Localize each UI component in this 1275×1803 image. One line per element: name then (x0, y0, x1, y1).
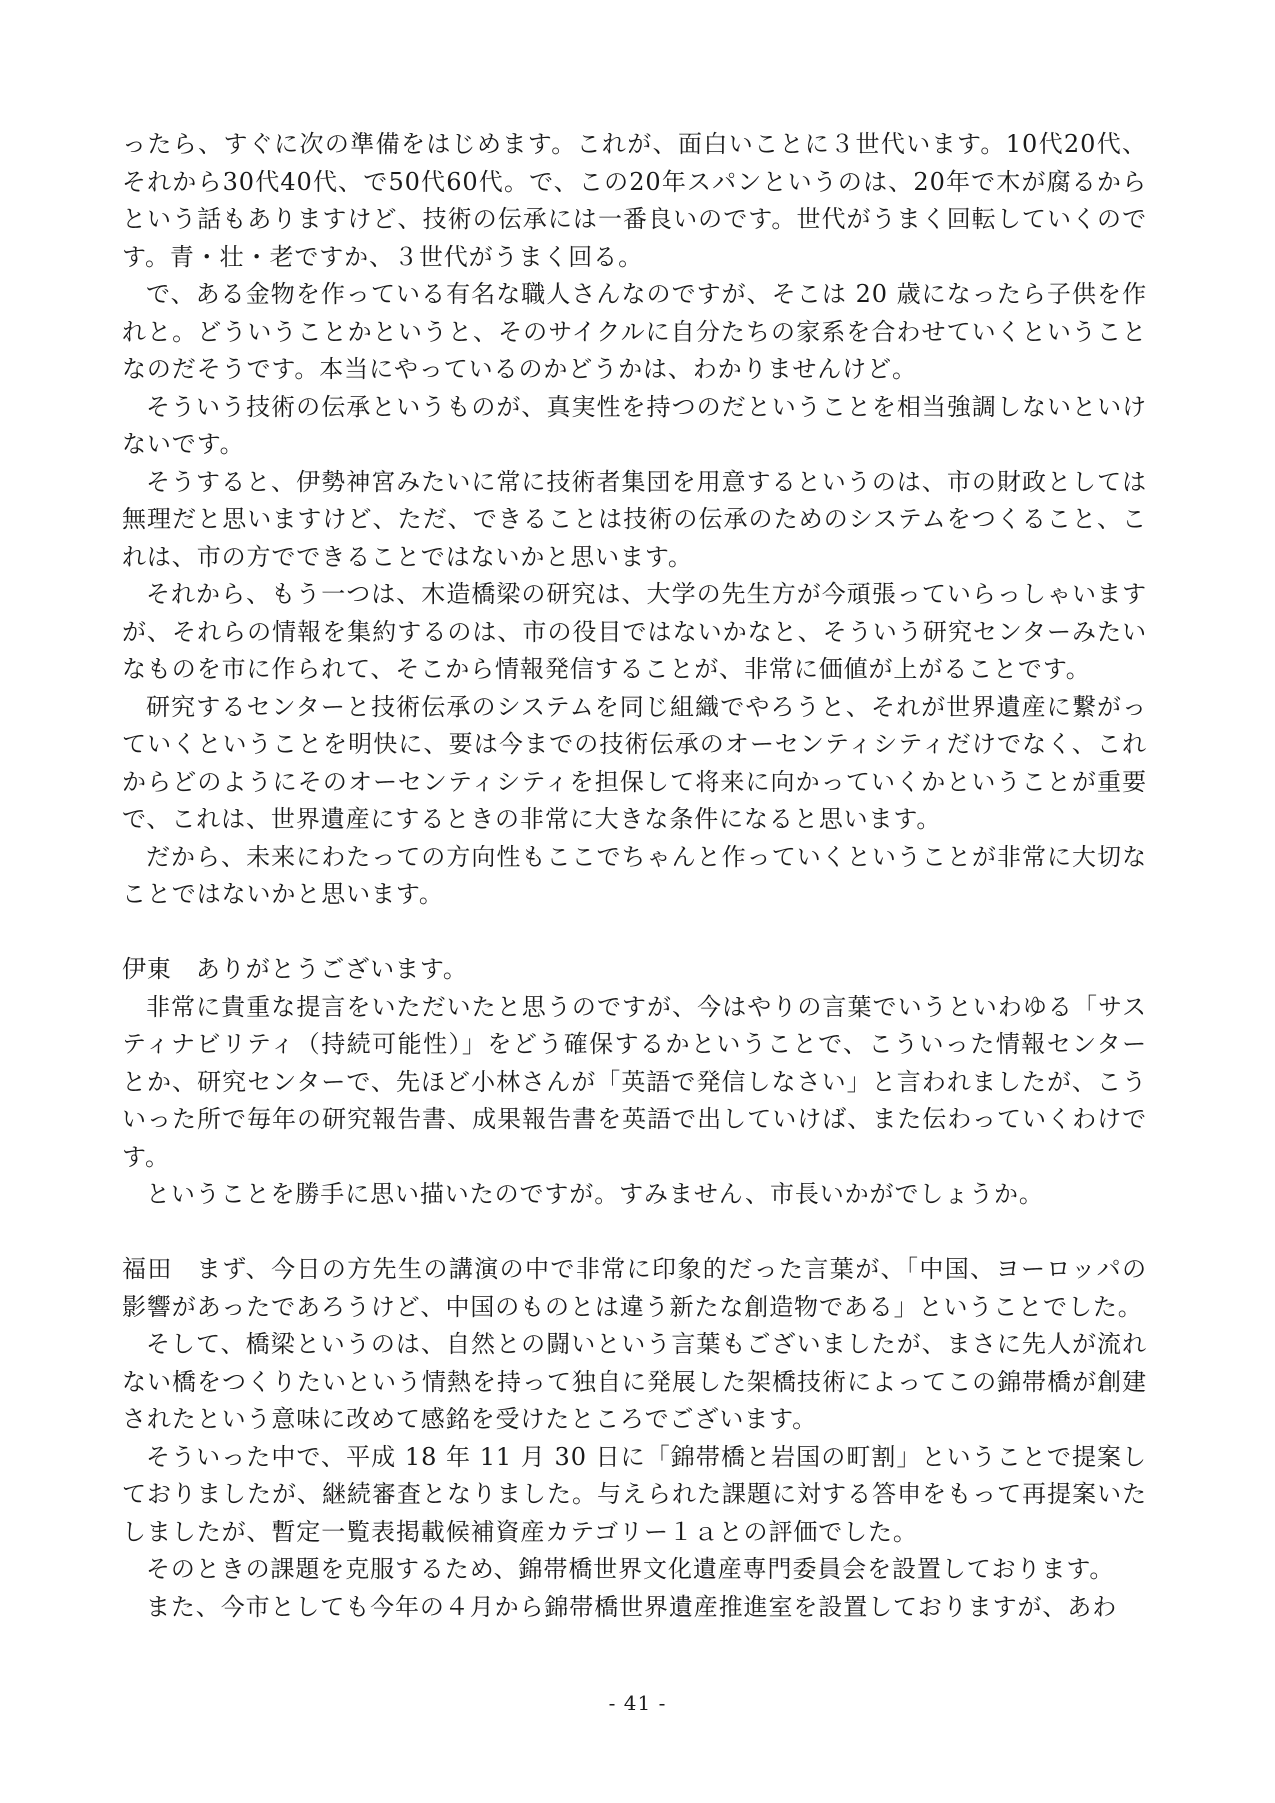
paragraph: また、今市としても今年の４月から錦帯橋世界遺産推進室を設置しておりますが、あわ (146, 1592, 1118, 1621)
section-gap (122, 1214, 1147, 1252)
paragraph: そのときの課題を克服するため、錦帯橋世界文化遺産専門委員会を設置しております。 (146, 1555, 1115, 1583)
speaker-line-ito (122, 951, 1147, 989)
speaker-name: 伊東 (122, 955, 172, 983)
paragraph: だから、未来にわたっての方向性もここでちゃんと作っていくということが非常に大切なことではないかと思います。 (122, 842, 1147, 908)
paragraph: で、ある金物を作っている有名な職人さんなのですが、そこは 20 歳になったら子供を作れと。どういうことかというと、そのサイクルに自分たちの家系を合わせていくということなのだそうです。本当にやっているのかどうかは、わかりませんけど。 (122, 280, 1147, 383)
section-gap (122, 914, 1147, 952)
paragraph: そうすると、伊勢神宮みたいに常に技術者集団を用意するというのは、市の財政としては無理だと思いますけど、ただ、できることは技術の伝承のためのシステムをつくること、これは、市の方でできることではないかと思います。 (122, 467, 1147, 571)
paragraph: ということを勝手に思い描いたのですが。すみません、市長いかがでしょうか。 (146, 1180, 1044, 1208)
speaker-text: ありがとうございます。 (195, 955, 468, 983)
document-body (122, 126, 1147, 1626)
speaker-name: 福田 (122, 1255, 173, 1283)
page-number: - 41 - (608, 1691, 667, 1715)
paragraph: 研究するセンターと技術伝承のシステムを同じ組織でやろうと、それが世界遺産に繋がっていくということを明快に、要は今までの技術伝承のオーセンティシティだけでなく、これからどのようにそのオーセンティシティを担保して将来に向かっていくかということが重要で、これは、世界遺産にするときの非常に大きな条件になると思います。 (122, 692, 1147, 833)
paragraph: そして、橋梁というのは、自然との闘いという言葉もございましたが、まさに先人が流れない橋をつくりたいという情熱を持って独自に発展した架橋技術によってこの錦帯橋が創建されたという意味に改めて感銘を受けたところでございます。 (122, 1330, 1147, 1433)
paragraph: それから、もう一つは、木造橋梁の研究は、大学の先生方が今頑張っていらっしゃいますが、それらの情報を集約するのは、市の役目ではないかなと、そういう研究センターみたいなものを市に作られて、そこから情報発信することが、非常に価値が上がることです。 (122, 580, 1147, 683)
paragraph: 非常に貴重な提言をいただいたと思うのですが、今はやりの言葉でいうといわゆる「サスティナビリティ（持続可能性）」をどう確保するかということで、こういった情報センターとか、研究センターで、先ほど小林さんが「英語で発信しなさい」と言われましたが、こういった所で毎年の研究報告書、成果報告書を英語で出していけば、また伝わっていくわけです。 (122, 992, 1147, 1171)
paragraph: ったら、すぐに次の準備をはじめます。これが、面白いことに３世代います。10代20代、それから30代40代、で50代60代。で、この20年スパンというのは、20年で木が腐るからという話もありますけど、技術の伝承には一番良いのです。世代がうまく回転していくのです。青・壮・老ですか、３世代がうまく回る。 (122, 130, 1147, 271)
speaker-text: まず、今日の方先生の講演の中で非常に印象的だった言葉が、「中国、ヨーロッパの影響があったであろうけど、中国のものとは違う新たな創造物である」ということでした。 (122, 1255, 1147, 1321)
paragraph: そういった中で、平成 18 年 11 月 30 日に「錦帯橋と岩国の町割」ということで提案しておりましたが、継続審査となりました。与えられた課題に対する答申をもって再提案いたしましたが、暫定一覧表掲載候補資産カテゴリー１ａとの評価でした。 (122, 1442, 1147, 1546)
paragraph: そういう技術の伝承というものが、真実性を持つのだということを相当強調しないといけないです。 (122, 392, 1147, 458)
speaker-line-fukuda (122, 1251, 1147, 1326)
